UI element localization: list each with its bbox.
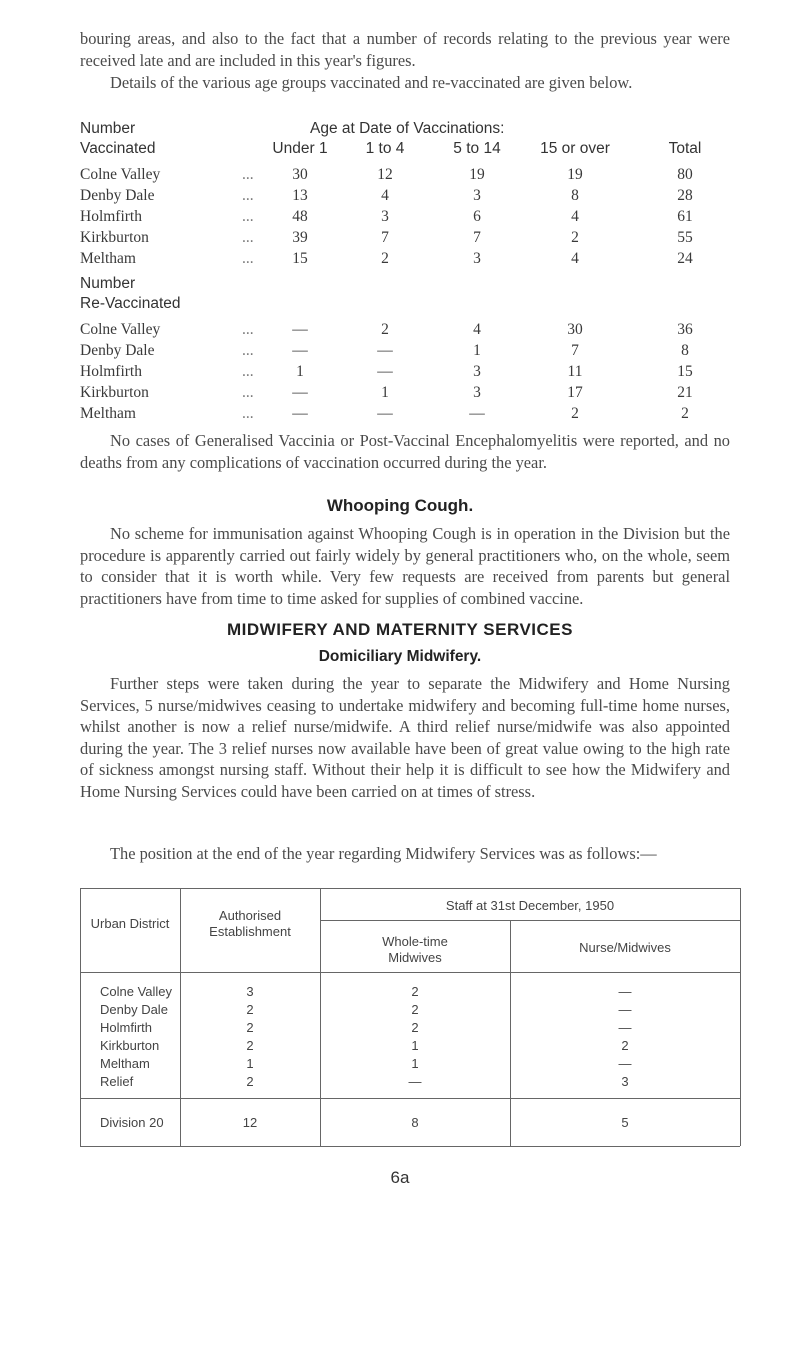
- cell-15-or-over: 4: [571, 208, 579, 225]
- leader-dots: ...: [242, 250, 254, 267]
- col-1-to-4: 1 to 4: [365, 140, 405, 157]
- header-age-group: Age at Date of Vaccinations:: [310, 120, 505, 137]
- cell-total: 61: [677, 208, 693, 225]
- cell-nurse-midwives: 3: [621, 1074, 629, 1089]
- cell-total: 21: [677, 384, 693, 401]
- cell-nurse-midwives: —: [618, 1002, 632, 1017]
- header-vaccinated: Vaccinated: [80, 140, 156, 157]
- cell-5-to-14: 3: [473, 250, 481, 267]
- cell-whole-time: 8: [411, 1115, 419, 1130]
- district-name: Colne Valley: [100, 984, 173, 999]
- col-under-1: Under 1: [272, 140, 328, 157]
- cell-total: 36: [677, 321, 693, 338]
- cell-15-or-over: 7: [571, 342, 579, 359]
- table-row: [80, 321, 740, 341]
- col-establishment: Establishment: [209, 924, 291, 939]
- table-row: [80, 187, 740, 207]
- revacc-label-revaccinated: Re-Vaccinated: [80, 295, 181, 312]
- district-name: Kirkburton: [80, 229, 149, 246]
- cell-15-or-over: 2: [571, 229, 579, 246]
- district-name: Holmfirth: [100, 1020, 153, 1035]
- cell-total: 24: [677, 250, 693, 267]
- cell-5-to-14: 6: [473, 208, 481, 225]
- leader-dots: ...: [242, 208, 254, 225]
- midwifery-paragraph-1: Further steps were taken during the year to separate the Midwifery and Home Nursing Services, 5 nurse/midwives ceasing to undertake midwifery and becoming full-time home nurses, whilst another is now a relief nurse/midwife. A third relief nurse/midwife was also appointed during the year. The 3 relief nurses now available have been of great value owing to the high rate of sickness amongst nursing staff. Without their help it is difficult to see how the Midwifery and Home Nursing Services could have been carried on at times of stress.: [80, 674, 730, 801]
- district-name: Holmfirth: [80, 363, 142, 380]
- cell-whole-time: 2: [411, 1002, 419, 1017]
- cell-15-or-over: 4: [571, 250, 579, 267]
- table-row: [80, 229, 740, 249]
- district-name: Denby Dale: [100, 1002, 168, 1017]
- cell-15-or-over: 2: [571, 405, 579, 422]
- col-15-or-over: 15 or over: [540, 140, 610, 157]
- col-midwives: Midwives: [388, 950, 442, 965]
- col-urban-district: Urban District: [90, 916, 170, 931]
- cell-authorised: 2: [246, 1002, 254, 1017]
- cell-5-to-14: 19: [469, 166, 485, 183]
- cell-authorised: 2: [246, 1020, 254, 1035]
- cell-total: 80: [677, 166, 693, 183]
- leader-dots: ...: [242, 363, 254, 380]
- cell-1-to-4: —: [377, 363, 393, 380]
- leader-dots: ...: [242, 384, 254, 401]
- cell-whole-time: 2: [411, 984, 419, 999]
- intro-paragraph-2: Details of the various age groups vaccinated and re-vaccinated are given below.: [110, 73, 633, 92]
- cell-nurse-midwives: 2: [621, 1038, 629, 1053]
- whooping-cough-paragraph: No scheme for immunisation against Whooping Cough is in operation in the Division but the procedure is apparently carried out fairly widely by general practitioners who, on the whole, seem to consider that it is worth while. Very few requests are received from parents but general practitioners have from time to time asked for supplies of combined vaccine.: [80, 524, 730, 608]
- cell-total: 28: [677, 187, 693, 204]
- cell-authorised: 2: [246, 1074, 254, 1089]
- cell-1-to-4: 3: [381, 208, 389, 225]
- leader-dots: ...: [242, 166, 254, 183]
- cell-under-1: 30: [292, 166, 308, 183]
- cell-1-to-4: 7: [381, 229, 389, 246]
- col-whole-time: Whole-time: [382, 934, 448, 949]
- cell-1-to-4: 4: [381, 187, 389, 204]
- district-name: Holmfirth: [80, 208, 142, 225]
- cell-nurse-midwives: 5: [621, 1115, 629, 1130]
- cell-whole-time: 1: [411, 1038, 419, 1053]
- midwifery-staff-table: [80, 888, 740, 1130]
- district-name: Kirkburton: [100, 1038, 160, 1053]
- cell-whole-time: 2: [411, 1020, 419, 1035]
- district-name: Meltham: [100, 1056, 150, 1071]
- leader-dots: ...: [242, 342, 254, 359]
- cell-5-to-14: 3: [473, 187, 481, 204]
- cell-1-to-4: —: [377, 342, 393, 359]
- cell-total: 15: [677, 363, 693, 380]
- cell-authorised: 12: [242, 1115, 258, 1130]
- district-name: Colne Valley: [80, 166, 161, 183]
- cell-1-to-4: 1: [381, 384, 389, 401]
- cell-1-to-4: —: [377, 405, 393, 422]
- district-name: Kirkburton: [80, 384, 149, 401]
- district-name: Relief: [100, 1074, 134, 1089]
- intro-paragraph-1: bouring areas, and also to the fact that a number of records relating to the previous year were received late and are included in this year's figures.: [80, 29, 730, 70]
- cell-nurse-midwives: —: [618, 984, 632, 999]
- cell-15-or-over: 11: [567, 363, 583, 380]
- district-name: Meltham: [80, 405, 136, 422]
- cell-whole-time: —: [408, 1074, 422, 1089]
- cell-authorised: 3: [246, 984, 254, 999]
- col-staff-group: Staff at 31st December, 1950: [445, 898, 615, 913]
- cell-nurse-midwives: —: [618, 1020, 632, 1035]
- col-5-to-14: 5 to 14: [453, 140, 501, 157]
- page-number: 6a: [390, 1168, 410, 1187]
- cell-total: 2: [681, 405, 689, 422]
- cell-15-or-over: 17: [567, 384, 583, 401]
- district-name: Denby Dale: [80, 342, 155, 359]
- col-total: Total: [668, 140, 702, 157]
- cell-under-1: 39: [292, 229, 308, 246]
- header-number: Number: [80, 120, 136, 137]
- cell-nurse-midwives: —: [618, 1056, 632, 1071]
- table-row: [80, 363, 740, 383]
- cell-1-to-4: 2: [381, 250, 389, 267]
- cell-5-to-14: 3: [473, 363, 481, 380]
- leader-dots: ...: [242, 229, 254, 246]
- leader-dots: ...: [242, 405, 254, 422]
- cell-1-to-4: 2: [381, 321, 389, 338]
- table-row: [80, 208, 740, 228]
- cell-5-to-14: 7: [473, 229, 481, 246]
- cell-whole-time: 1: [411, 1056, 419, 1071]
- district-name: Denby Dale: [80, 187, 155, 204]
- revacc-label-number: Number: [80, 275, 136, 292]
- cell-15-or-over: 8: [571, 187, 579, 204]
- district-name: Division 20: [100, 1115, 164, 1130]
- cell-under-1: —: [292, 321, 308, 338]
- cell-under-1: 48: [292, 208, 308, 225]
- cell-5-to-14: —: [469, 405, 485, 422]
- cell-15-or-over: 19: [567, 166, 583, 183]
- district-name: Colne Valley: [80, 321, 161, 338]
- cell-1-to-4: 12: [377, 166, 393, 183]
- table-row: [80, 166, 740, 186]
- cell-under-1: —: [292, 384, 308, 401]
- vaccination-table: [80, 120, 740, 440]
- leader-dots: ...: [242, 321, 254, 338]
- no-cases-paragraph: No cases of Generalised Vaccinia or Post-Vaccinal Encephalomyelitis were reported, and no deaths from any complications of vaccination occurred during the year.: [80, 431, 730, 472]
- table-row: [80, 342, 740, 362]
- cell-under-1: —: [292, 405, 308, 422]
- cell-15-or-over: 30: [567, 321, 583, 338]
- cell-5-to-14: 3: [473, 384, 481, 401]
- district-name: Meltham: [80, 250, 136, 267]
- cell-5-to-14: 1: [473, 342, 481, 359]
- cell-under-1: 13: [292, 187, 308, 204]
- cell-authorised: 2: [246, 1038, 254, 1053]
- domiciliary-midwifery-heading: Domiciliary Midwifery.: [318, 648, 482, 665]
- cell-authorised: 1: [246, 1056, 254, 1071]
- table-row: [80, 405, 740, 425]
- table-row: [80, 384, 740, 404]
- col-nurse-midwives: Nurse/Midwives: [579, 940, 671, 955]
- whooping-cough-heading: Whooping Cough.: [326, 496, 474, 515]
- leader-dots: ...: [242, 187, 254, 204]
- table-row: [80, 250, 740, 270]
- midwifery-heading: MIDWIFERY AND MATERNITY SERVICES: [227, 620, 573, 639]
- cell-under-1: 15: [292, 250, 308, 267]
- midwifery-paragraph-2: The position at the end of the year regarding Midwifery Services was as follows:—: [110, 844, 657, 863]
- col-authorised: Authorised: [218, 908, 282, 923]
- cell-5-to-14: 4: [473, 321, 481, 338]
- cell-under-1: 1: [296, 363, 304, 380]
- cell-under-1: —: [292, 342, 308, 359]
- cell-total: 8: [681, 342, 689, 359]
- cell-total: 55: [677, 229, 693, 246]
